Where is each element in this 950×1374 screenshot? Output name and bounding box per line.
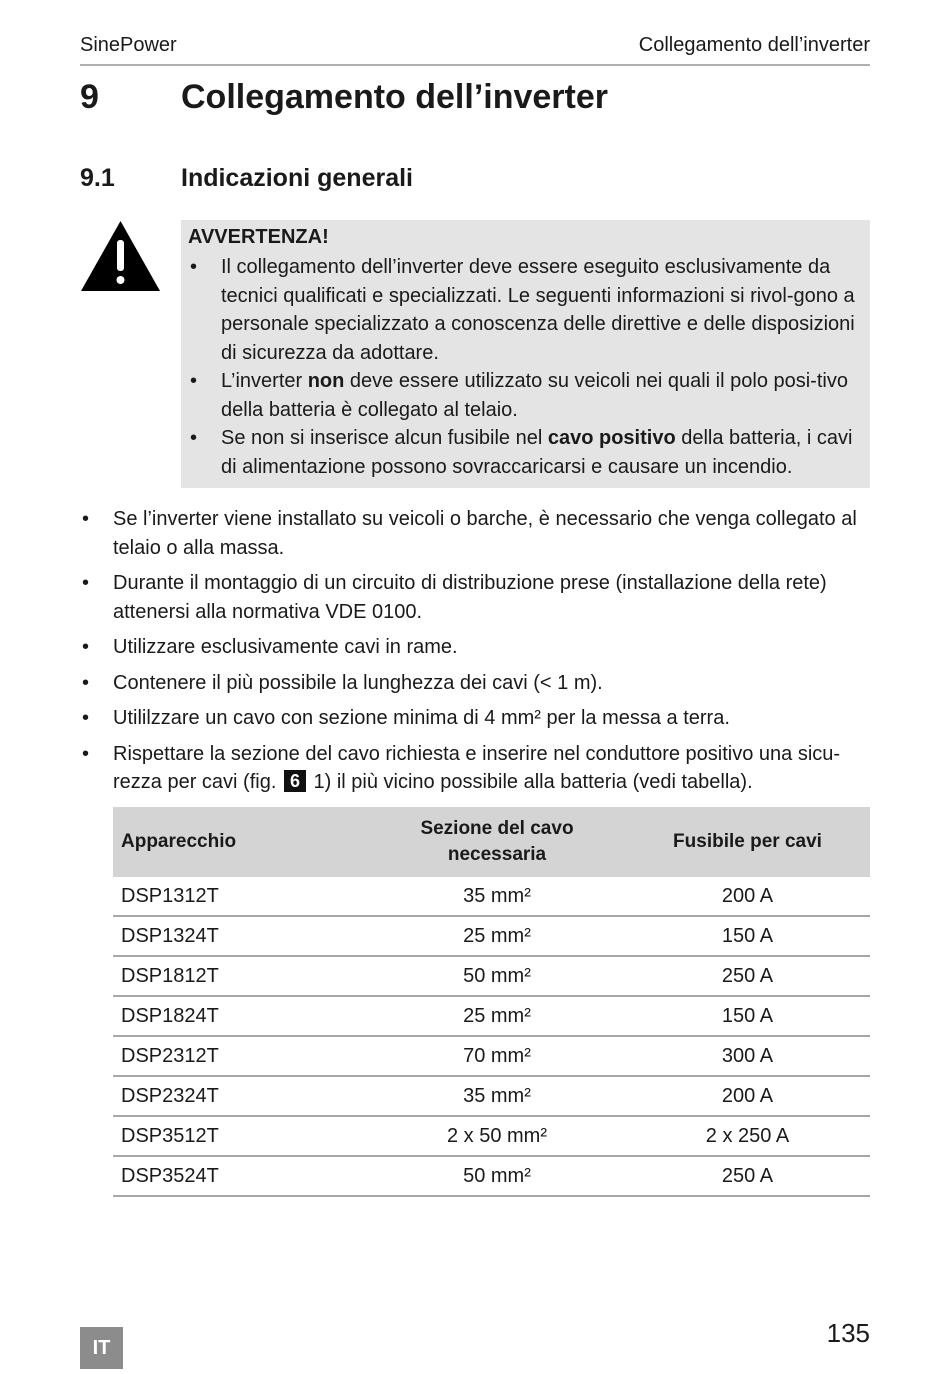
instruction-item: • Utililzzare un cavo con sezione minima di 4 mm² per la messa a terra. (82, 707, 730, 729)
instruction-text: Utililzzare un cavo con sezione minima di 4 mm² per la messa a terra. (113, 707, 730, 729)
warning-item-text: L’inverter (221, 370, 308, 392)
cell-cable-section: 25 mm² (369, 996, 625, 1036)
warning-list (181, 253, 870, 481)
column-header-cable-section: Sezione del cavo necessaria (369, 807, 625, 877)
instruction-item: • Durante il montaggio di un circuito di distribuzione prese (installazione della rete) attenersi alla normativa VDE 0100. (82, 572, 827, 623)
instruction-text: 1) il più vicino possibile alla batteria (vedi tabella). (307, 771, 753, 793)
cell-fuse: 250 A (625, 956, 870, 996)
cell-fuse: 150 A (625, 996, 870, 1036)
warning-box (181, 220, 870, 488)
cell-device: DSP1312T (113, 877, 369, 916)
chapter-title: Collegamento dell’inverter (181, 78, 608, 116)
instruction-text: Utilizzare esclusivamente cavi in rame. (113, 636, 458, 658)
cell-cable-section: 2 x 50 mm² (369, 1116, 625, 1156)
warning-item-text: Il collegamento dell’inverter deve essere eseguito esclusivamente da tecnici qualificati e specializzati. Le seguenti informazioni si rivol-gono a personale specializzato a conoscenza delle direttive e delle disposizioni di sicurezza da adottare. (221, 256, 855, 364)
cell-device: DSP1324T (113, 916, 369, 956)
section-number: 9.1 (80, 164, 115, 192)
instructions-list (80, 505, 870, 804)
cell-fuse: 200 A (625, 877, 870, 916)
page-number: 135 (826, 1318, 870, 1348)
cell-cable-section: 70 mm² (369, 1036, 625, 1076)
column-header-device: Apparecchio (113, 807, 369, 877)
instruction-item: • Se l’inverter viene installato su veicoli o barche, è necessario che venga collegato al telaio o alla massa. (82, 508, 857, 559)
cell-device: DSP3524T (113, 1156, 369, 1196)
warning-item-emphasis: cavo positivo (547, 427, 676, 449)
table-row (113, 877, 870, 916)
cell-cable-section: 35 mm² (369, 1076, 625, 1116)
figure-reference-badge: 6 (284, 770, 306, 792)
instruction-item: • Contenere il più possibile la lunghezza dei cavi (< 1 m). (82, 671, 603, 694)
warning-item-text: deve essere utilizzato su veicoli nei quali il polo posi-tivo della batteria è collegato al telaio. (221, 370, 848, 421)
cell-cable-section: 50 mm² (369, 1156, 625, 1196)
cell-device: DSP2312T (113, 1036, 369, 1076)
warning-item-text: Se non si inserisce alcun fusibile nel (221, 427, 548, 449)
instruction-item: • Rispettare la sezione del cavo richiesta e inserire nel conduttore positivo una sicu-rezza per cavi (fig. 6 1) il più vicino possibile alla batteria (vedi tabella). (82, 742, 841, 793)
warning-item: • L’inverter non deve essere utilizzato su veicoli nei quali il polo posi-tivo della batteria è collegato al telaio. (190, 370, 848, 421)
cell-fuse: 250 A (625, 1156, 870, 1196)
cable-spec-table (113, 807, 870, 1197)
warning-item: • Il collegamento dell’inverter deve essere eseguito esclusivamente da tecnici qualificati e specializzati. Le seguenti informazioni si rivol-gono a personale specializzato a conoscenza delle direttive e delle disposizioni di sicurezza da adottare. (190, 256, 855, 364)
warning-triangle-icon (80, 220, 161, 292)
chapter-number: 9 (80, 78, 99, 116)
cell-device: DSP3512T (113, 1116, 369, 1156)
cell-device: DSP2324T (113, 1076, 369, 1116)
cell-fuse: 300 A (625, 1036, 870, 1076)
instruction-text: Se l’inverter viene installato su veicoli o barche, è necessario che venga collegato al telaio o alla massa. (113, 508, 857, 559)
page-header (80, 32, 870, 66)
instruction-item: • Utilizzare esclusivamente cavi in rame. (82, 636, 458, 658)
table-row (113, 1156, 870, 1196)
warning-title: AVVERTENZA! (188, 226, 329, 248)
cell-cable-section: 50 mm² (369, 956, 625, 996)
cell-device: DSP1824T (113, 996, 369, 1036)
table-row (113, 1036, 870, 1076)
table-row (113, 996, 870, 1036)
header-section: Collegamento dell’inverter (638, 34, 870, 56)
cell-cable-section: 25 mm² (369, 916, 625, 956)
cell-cable-section: 35 mm² (369, 877, 625, 916)
cell-fuse: 150 A (625, 916, 870, 956)
instruction-text: Durante il montaggio di un circuito di distribuzione prese (installazione della rete) attenersi alla normativa VDE 0100. (113, 572, 827, 623)
instruction-text: Contenere il più possibile la lunghezza dei cavi (< 1 m). (113, 671, 603, 694)
warning-item-emphasis: non (307, 370, 345, 392)
header-brand: SinePower (80, 34, 177, 56)
cell-device: DSP1812T (113, 956, 369, 996)
table-row (113, 1116, 870, 1156)
section-title: Indicazioni generali (181, 164, 413, 192)
table-header-row (113, 807, 870, 877)
table-row (113, 956, 870, 996)
column-header-fuse: Fusibile per cavi (625, 807, 870, 877)
table-row (113, 916, 870, 956)
cell-fuse: 200 A (625, 1076, 870, 1116)
table-row (113, 1076, 870, 1116)
warning-item: • Se non si inserisce alcun fusibile nel cavo positivo della batteria, i cavi di alimentazione possono sovraccaricarsi e causare un incendio. (190, 427, 853, 478)
language-badge: IT (80, 1327, 123, 1369)
cell-fuse: 2 x 250 A (625, 1116, 870, 1156)
warning-item-text: della batteria, i cavi di alimentazione possono sovraccaricarsi e causare un incendio. (221, 427, 853, 478)
instruction-text: Rispettare la sezione del cavo richiesta e inserire nel conduttore positivo una sicu-rezza per cavi (fig. (113, 742, 841, 793)
